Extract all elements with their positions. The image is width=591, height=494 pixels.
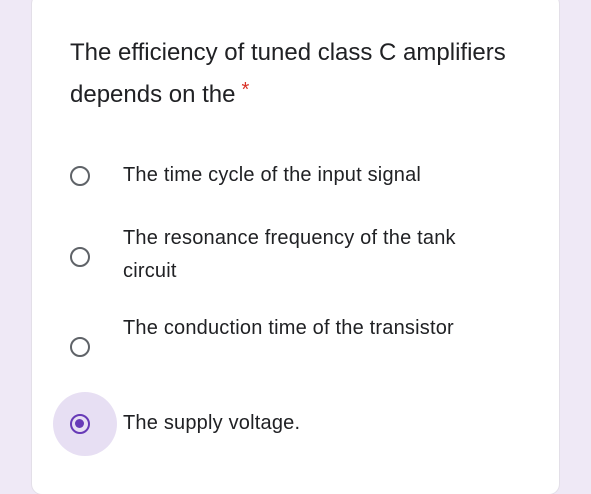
option-3[interactable] (32, 312, 559, 382)
option-4[interactable] (32, 399, 559, 459)
radio-button[interactable] (70, 247, 90, 267)
question-title (70, 32, 510, 117)
question-text: The efficiency of tuned class C amplifiers depends on the (70, 39, 506, 108)
radio-button-selected[interactable] (70, 414, 90, 434)
option-2[interactable] (32, 222, 559, 292)
option-1[interactable] (32, 156, 559, 196)
option-label[interactable]: The supply voltage. (123, 412, 301, 434)
option-label[interactable]: The time cycle of the input signal (123, 164, 422, 186)
option-label[interactable]: The resonance frequency of the tank circuit (123, 227, 456, 282)
option-label[interactable]: The conduction time of the transistor (123, 317, 454, 339)
question-card (32, 0, 559, 494)
required-asterisk: * (241, 79, 250, 101)
radio-button[interactable] (70, 337, 90, 357)
radio-button[interactable] (70, 166, 90, 186)
